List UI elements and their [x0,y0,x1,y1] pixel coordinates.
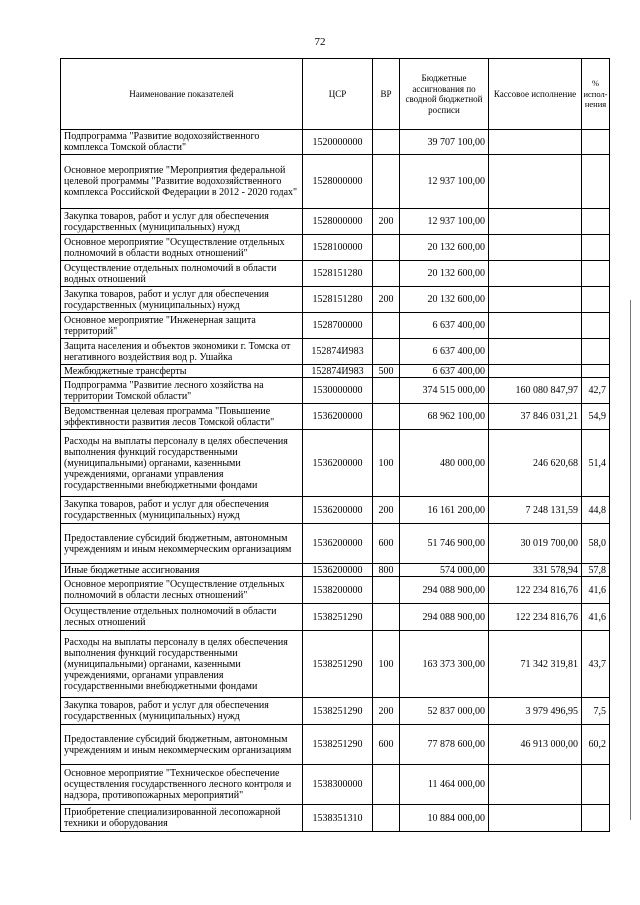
row-csr: 1538300000 [303,765,373,805]
row-budget: 52 837 000,00 [400,698,489,725]
row-budget: 12 937 100,00 [400,209,489,235]
table-row [61,130,610,155]
row-vr [373,378,400,404]
row-cash: 37 846 031,21 [489,404,582,430]
table-row [61,631,610,698]
row-budget: 374 515 000,00 [400,378,489,404]
table-row [61,261,610,287]
header-budget: Бюджетные ассигнования по сводной бюджетной росписи [400,59,489,130]
table-row [61,805,610,832]
row-cash: 246 620,68 [489,430,582,497]
row-cash: 3 979 496,95 [489,698,582,725]
row-cash [489,313,582,339]
row-csr: 1538251290 [303,631,373,698]
row-pct [582,155,610,209]
table-row [61,378,610,404]
row-vr [373,155,400,209]
row-cash: 30 019 700,00 [489,524,582,564]
row-budget: 39 707 100,00 [400,130,489,155]
row-cash: 122 234 816,76 [489,604,582,631]
row-budget: 10 884 000,00 [400,805,489,832]
row-cash: 331 578,94 [489,564,582,577]
row-csr: 1528151280 [303,261,373,287]
table-row [61,604,610,631]
row-pct: 7,5 [582,698,610,725]
header-name: Наименование показателей [61,59,303,130]
row-budget: 294 088 900,00 [400,577,489,604]
row-budget: 68 962 100,00 [400,404,489,430]
row-csr: 1528151280 [303,287,373,313]
row-pct [582,261,610,287]
row-cash [489,235,582,261]
page-number: 72 [314,36,326,48]
row-vr: 600 [373,725,400,765]
row-cash: 46 913 000,00 [489,725,582,765]
table-row [61,430,610,497]
row-vr: 800 [373,564,400,577]
row-pct: 41,6 [582,577,610,604]
row-vr [373,604,400,631]
row-csr: 1536200000 [303,430,373,497]
table-row [61,725,610,765]
row-csr: 1538251290 [303,604,373,631]
row-csr: 1538251290 [303,725,373,765]
row-name: Расходы на выплаты персоналу в целях обеспечения выполнения функций государственными (муниципальными) органами, казенными учреждениями, органами управления государственными внебюджетными фондами [61,430,303,497]
row-csr: 1538200000 [303,577,373,604]
row-pct: 43,7 [582,631,610,698]
row-name: Подпрограмма "Развитие лесного хозяйства на территории Томской области" [61,378,303,404]
row-csr: 1520000000 [303,130,373,155]
row-pct: 57,8 [582,564,610,577]
row-csr: 1536200000 [303,497,373,524]
row-csr: 1528000000 [303,155,373,209]
table-row [61,287,610,313]
row-vr [373,404,400,430]
row-cash [489,287,582,313]
row-name: Закупка товаров, работ и услуг для обеспечения государственных (муниципальных) нужд [61,698,303,725]
row-pct: 44,8 [582,497,610,524]
scan-edge-line [630,300,631,820]
table-row [61,524,610,564]
row-cash: 122 234 816,76 [489,577,582,604]
table-row [61,155,610,209]
row-cash [489,805,582,832]
row-pct [582,287,610,313]
row-cash [489,365,582,378]
row-vr: 100 [373,631,400,698]
row-vr [373,261,400,287]
header-vr: ВР [373,59,400,130]
row-pct: 60,2 [582,725,610,765]
row-vr [373,577,400,604]
row-budget: 11 464 000,00 [400,765,489,805]
table-row [61,404,610,430]
row-name: Защита населения и объектов экономики г. Томска от негативного воздействия вод р. Ушайка [61,339,303,365]
row-vr [373,235,400,261]
row-pct [582,765,610,805]
row-budget: 77 878 600,00 [400,725,489,765]
row-cash [489,130,582,155]
row-budget: 51 746 900,00 [400,524,489,564]
header-cash: Кассовое исполнение [489,59,582,130]
table-row [61,339,610,365]
row-pct [582,339,610,365]
row-vr: 200 [373,698,400,725]
row-cash [489,261,582,287]
row-csr: 1528700000 [303,313,373,339]
header-csr: ЦСР [303,59,373,130]
budget-execution-table [60,58,610,832]
row-budget: 6 637 400,00 [400,365,489,378]
row-csr: 1536200000 [303,404,373,430]
row-cash: 7 248 131,59 [489,497,582,524]
row-csr: 1530000000 [303,378,373,404]
table-row [61,209,610,235]
row-csr: 152874И983 [303,339,373,365]
table-header-row [61,59,610,130]
table-row [61,313,610,339]
row-vr [373,805,400,832]
row-cash [489,155,582,209]
row-budget: 6 637 400,00 [400,313,489,339]
row-vr: 500 [373,365,400,378]
row-vr [373,130,400,155]
row-budget: 16 161 200,00 [400,497,489,524]
row-name: Основное мероприятие "Мероприятия федеральной целевой программы "Развитие водохозяйственного комплекса Российской Федерации в 2012 - 2020 годах" [61,155,303,209]
row-cash [489,339,582,365]
row-name: Ведомственная целевая программа "Повышение эффективности развития лесов Томской области" [61,404,303,430]
row-pct [582,365,610,378]
row-pct [582,805,610,832]
row-vr: 200 [373,287,400,313]
row-pct: 41,6 [582,604,610,631]
row-cash [489,765,582,805]
table-row [61,577,610,604]
row-pct [582,209,610,235]
row-pct: 58,0 [582,524,610,564]
table-row [61,765,610,805]
row-budget: 480 000,00 [400,430,489,497]
row-budget: 574 000,00 [400,564,489,577]
row-cash: 71 342 319,81 [489,631,582,698]
row-budget: 20 132 600,00 [400,287,489,313]
row-name: Основное мероприятие "Осуществление отдельных полномочий в области водных отношений" [61,235,303,261]
row-vr [373,313,400,339]
row-budget: 12 937 100,00 [400,155,489,209]
row-name: Межбюджетные трансферты [61,365,303,378]
row-budget: 163 373 300,00 [400,631,489,698]
row-vr [373,765,400,805]
row-name: Основное мероприятие "Техническое обеспечение осуществления государственного лесного контроля и надзора, противопожарных мероприятий" [61,765,303,805]
row-csr: 1536200000 [303,564,373,577]
row-csr: 1538251290 [303,698,373,725]
header-pct: % испол-нения [582,59,610,130]
row-csr: 1538351310 [303,805,373,832]
row-name: Предоставление субсидий бюджетным, автономным учреждениям и иным некоммерческим организациям [61,524,303,564]
row-csr: 152874И983 [303,365,373,378]
row-cash: 160 080 847,97 [489,378,582,404]
row-name: Осуществление отдельных полномочий в области лесных отношений [61,604,303,631]
row-csr: 1536200000 [303,524,373,564]
table-row [61,564,610,577]
table-row [61,497,610,524]
row-budget: 6 637 400,00 [400,339,489,365]
row-vr [373,339,400,365]
row-name: Основное мероприятие "Осуществление отдельных полномочий в области лесных отношений" [61,577,303,604]
row-name: Осуществление отдельных полномочий в области водных отношений [61,261,303,287]
row-name: Расходы на выплаты персоналу в целях обеспечения выполнения функций государственными (муниципальными) органами, казенными учреждениями, органами управления государственными внебюджетными фондами [61,631,303,698]
row-pct [582,130,610,155]
row-vr: 100 [373,430,400,497]
row-name: Закупка товаров, работ и услуг для обеспечения государственных (муниципальных) нужд [61,209,303,235]
row-name: Иные бюджетные ассигнования [61,564,303,577]
row-pct: 42,7 [582,378,610,404]
row-name: Подпрограмма "Развитие водохозяйственного комплекса Томской области" [61,130,303,155]
table-row [61,698,610,725]
row-budget: 20 132 600,00 [400,261,489,287]
row-csr: 1528100000 [303,235,373,261]
row-budget: 294 088 900,00 [400,604,489,631]
row-cash [489,209,582,235]
row-pct [582,235,610,261]
row-name: Приобретение специализированной лесопожарной техники и оборудования [61,805,303,832]
row-pct: 51,4 [582,430,610,497]
row-vr: 200 [373,209,400,235]
row-budget: 20 132 600,00 [400,235,489,261]
row-pct: 54,9 [582,404,610,430]
row-name: Основное мероприятие "Инженерная защита территорий" [61,313,303,339]
row-pct [582,313,610,339]
row-name: Предоставление субсидий бюджетным, автономным учреждениям и иным некоммерческим организациям [61,725,303,765]
row-name: Закупка товаров, работ и услуг для обеспечения государственных (муниципальных) нужд [61,287,303,313]
row-vr: 600 [373,524,400,564]
table-row [61,365,610,378]
row-vr: 200 [373,497,400,524]
table-row [61,235,610,261]
row-csr: 1528000000 [303,209,373,235]
row-name: Закупка товаров, работ и услуг для обеспечения государственных (муниципальных) нужд [61,497,303,524]
